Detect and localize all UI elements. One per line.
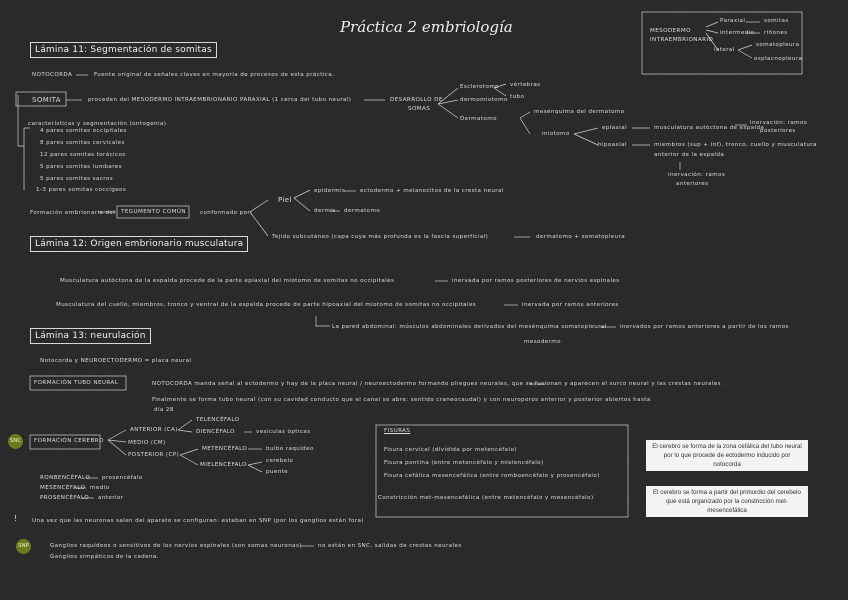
row3-result: inervados por ramos anteriores a partir de los ramos bbox=[620, 324, 789, 330]
dermis-label: dermis bbox=[314, 208, 336, 214]
mielencefalo-result-1: cerebelo bbox=[266, 458, 294, 464]
somita-label: SOMITA bbox=[32, 96, 61, 104]
lamina12-heading: Lámina 12: Origen embrionario musculatura bbox=[30, 236, 248, 252]
row2-result: inervada por ramos anteriores bbox=[522, 302, 619, 308]
piel-label: Piel bbox=[278, 196, 292, 204]
hipoaxial-result: miembros (sup + inf), tronco, cuello y musculatura bbox=[654, 142, 817, 148]
list-item: 12 pares somitas torácicos bbox=[40, 152, 126, 158]
diencefalo-label: DIENCÉFALO bbox=[196, 429, 235, 435]
fisura-item: Fisura cefálica mesencefálica (entre romboencéfalo y prosencéfalo) bbox=[384, 473, 600, 479]
intermedio-result: riñones bbox=[764, 30, 788, 36]
paraxial-label: Paraxial bbox=[720, 18, 746, 24]
list-item: 8 pares somitas cervicales bbox=[40, 140, 125, 146]
hipoaxial-inervacion-2: anteriores bbox=[676, 181, 709, 187]
desarrollo-label: DESARROLLO DE bbox=[390, 97, 443, 103]
epiaxial-inervacion: inervación: ramos bbox=[750, 120, 808, 126]
tubo-description-3: día 28 bbox=[154, 407, 174, 413]
mesencefalo-result: medio bbox=[90, 485, 110, 491]
mielencefalo-label: MIELENCÉFALO bbox=[200, 462, 247, 468]
somas-label: SOMAS bbox=[408, 106, 431, 112]
mielencefalo-result-2: puente bbox=[266, 469, 289, 475]
formacion-label: Formación embrionaria del bbox=[30, 210, 116, 216]
sclerotomo-result-1: vértebras bbox=[510, 82, 541, 88]
tejido-result: dermatomo + somatopleura bbox=[536, 234, 626, 240]
fisura-item: Fisura pontina (entre metencéfalo y mielencéfalo) bbox=[384, 460, 544, 466]
paraxial-result: somitas bbox=[764, 18, 789, 24]
row3-label: La pared abdominal: músculos abdominales derivados del mesénquima somatopleural bbox=[332, 324, 607, 330]
medio-label: MEDIO (CM) bbox=[128, 440, 166, 446]
row3-result-2: mesodermo bbox=[524, 339, 561, 345]
cerebro-label: FORMACIÓN CEREBRO bbox=[34, 438, 104, 444]
list-item: 1-3 pares somitas coccígeos bbox=[36, 187, 127, 193]
hipoaxial-result-2: anterior de la espalda bbox=[654, 152, 725, 158]
snp-badge: SNP bbox=[16, 539, 31, 554]
tubo-neural-label: FORMACIÓN TUBO NEURAL bbox=[34, 380, 119, 386]
somatopleura-label: somatopleura bbox=[756, 42, 800, 48]
metencefalo-result: bulbo raquídeo bbox=[266, 446, 314, 452]
snp-description: Ganglios raquídeos o sensitivos de los nervios espinales (son somas neuronas) bbox=[50, 543, 302, 549]
telencefalo-label: TELENCÉFALO bbox=[196, 417, 240, 423]
somita-description: proceden del MESODERMO INTRAEMBRIONARIO PARAXIAL (1 cerca del tubo neural) bbox=[88, 97, 352, 103]
epiaxial-result: musculatura autóctona de espalda bbox=[654, 125, 765, 131]
tegumento-label: TEGUMENTO COMÚN bbox=[121, 209, 186, 215]
note-cerebro-1: El cerebro se forma de la zona cefálica del tubo neural por lo que procede de ectodermo inducido por notocorda bbox=[646, 440, 808, 471]
miotomo-label: miotomo bbox=[542, 131, 570, 137]
diencefalo-result: vesículas ópticas bbox=[256, 429, 311, 435]
snc-note: Una vez que las neuronas salen del aparato se configuran: estaban en SNP (por los ganglios están fora) bbox=[32, 518, 364, 524]
mesencefalo-label: MESENCÉFALO bbox=[40, 485, 86, 491]
notocorda-description: Fuente original de señales claves en mayoría de procesos de esta práctica. bbox=[94, 72, 335, 78]
snp-description-2: Ganglios simpáticos de la cadena. bbox=[50, 554, 159, 560]
tubo-description-1: NOTOCORDA manda señal al ectodermo y hay de la placa neural / neuroectodermo formando pliegues neurales, que se fusionan y aparecen el surco neural y las crestas neurales bbox=[152, 381, 721, 387]
esplacnopleura-label: esplacnopleura bbox=[754, 56, 803, 62]
conformado-label: conformado por: bbox=[200, 210, 253, 216]
lamina11-heading: Lámina 11: Segmentación de somitas bbox=[30, 42, 217, 58]
epidermis-result: ectodermo + melanocitos de la cresta neural bbox=[360, 188, 504, 194]
metencefalo-label: METENCÉFALO bbox=[202, 446, 248, 452]
snc-badge: SNC bbox=[8, 434, 23, 449]
hipoaxial-label: hipoaxial bbox=[598, 142, 627, 148]
dermomiotomo-label: dermomiotomo bbox=[460, 97, 508, 103]
mesenquima-label: mesénquima del dermatomo bbox=[534, 109, 625, 115]
epiaxial-inervacion-2: posteriores bbox=[760, 128, 796, 134]
note-cerebro-2: El cerebro se forma a partir del primordio del cerebelo que está organizado por la constricción met-mesencefálica bbox=[646, 486, 808, 517]
epiaxial-label: epiaxial bbox=[602, 125, 628, 131]
intermedio-label: Intermedio bbox=[720, 30, 755, 36]
sclerotomo-label: Esclerotomo bbox=[460, 84, 500, 90]
list-item: 5 pares somitas sacros bbox=[40, 176, 114, 182]
prosencefalo-result: anterior bbox=[98, 495, 124, 501]
mesodermo-label: MESODERMO bbox=[650, 28, 691, 34]
neurulacion-intro: Notocorda y NEUROECTODERMO = placa neural bbox=[40, 358, 192, 364]
page-title: Práctica 2 embriología bbox=[340, 18, 513, 36]
dermis-result: dermatomo bbox=[344, 208, 381, 214]
row1-result: inervada por ramos posteriores de nervios espinales bbox=[452, 278, 620, 284]
list-title: características y segmentación (ontogenia) bbox=[28, 121, 167, 127]
lamina13-heading: Lámina 13: neurulación bbox=[30, 328, 151, 344]
dermatomo-label: Dermatomo bbox=[460, 116, 497, 122]
hipoaxial-inervacion: inervación: ramos bbox=[668, 172, 726, 178]
list-item: 4 pares somitas occipitales bbox=[40, 128, 127, 134]
constriccion-label: Constricción met-mesencefálica (entre metencéfalo y mesencéfalo) bbox=[378, 495, 594, 501]
list-item: 5 pares somitas lumbares bbox=[40, 164, 122, 170]
tejido-label: Tejido subcutáneo (capa cuya más profunda es la fascia superficial) bbox=[272, 234, 489, 240]
ronbencefalo-label: RONBENCÉFALO bbox=[40, 475, 91, 481]
posterior-label: POSTERIOR (CP) bbox=[128, 452, 180, 458]
notocorda-label: NOTOCORDA bbox=[32, 72, 73, 78]
exclamation-icon: ! bbox=[14, 514, 18, 523]
epidermis-label: epidermis bbox=[314, 188, 346, 194]
ronbencefalo-result: prosencéfalo bbox=[102, 475, 143, 481]
snp-result: no están en SNC, salidas de crestas neurales bbox=[318, 543, 462, 549]
fisura-item: Fisura cervical (dividida por metencéfalo) bbox=[384, 447, 517, 453]
intraembrionario-label: INTRAEMBRIONARIO bbox=[650, 37, 714, 43]
fisuras-title: FISURAS bbox=[384, 428, 411, 434]
anterior-label: ANTERIOR (CA) bbox=[130, 427, 178, 433]
prosencefalo-label: PROSENCÉFALO bbox=[40, 495, 90, 501]
sclerotomo-result-2: tubo bbox=[510, 94, 525, 100]
tubo-description-2: Finalmente se forma tubo neural (con su cavidad conducto que el canal se abre: sentido craneocaudal) y con neuroporos anterior y posterior abiertos hasta bbox=[152, 397, 651, 403]
row1-label: Musculatura autóctona de la espalda procede de la parte epiaxial del miotomo de somitas no occipitales bbox=[60, 278, 395, 284]
row2-label: Musculatura del cuello, miembros, tronco y ventral de la espalda procede de parte hipoaxial del miotomo de somitas no occipitales bbox=[56, 302, 477, 308]
lateral-label: lateral bbox=[714, 47, 735, 53]
